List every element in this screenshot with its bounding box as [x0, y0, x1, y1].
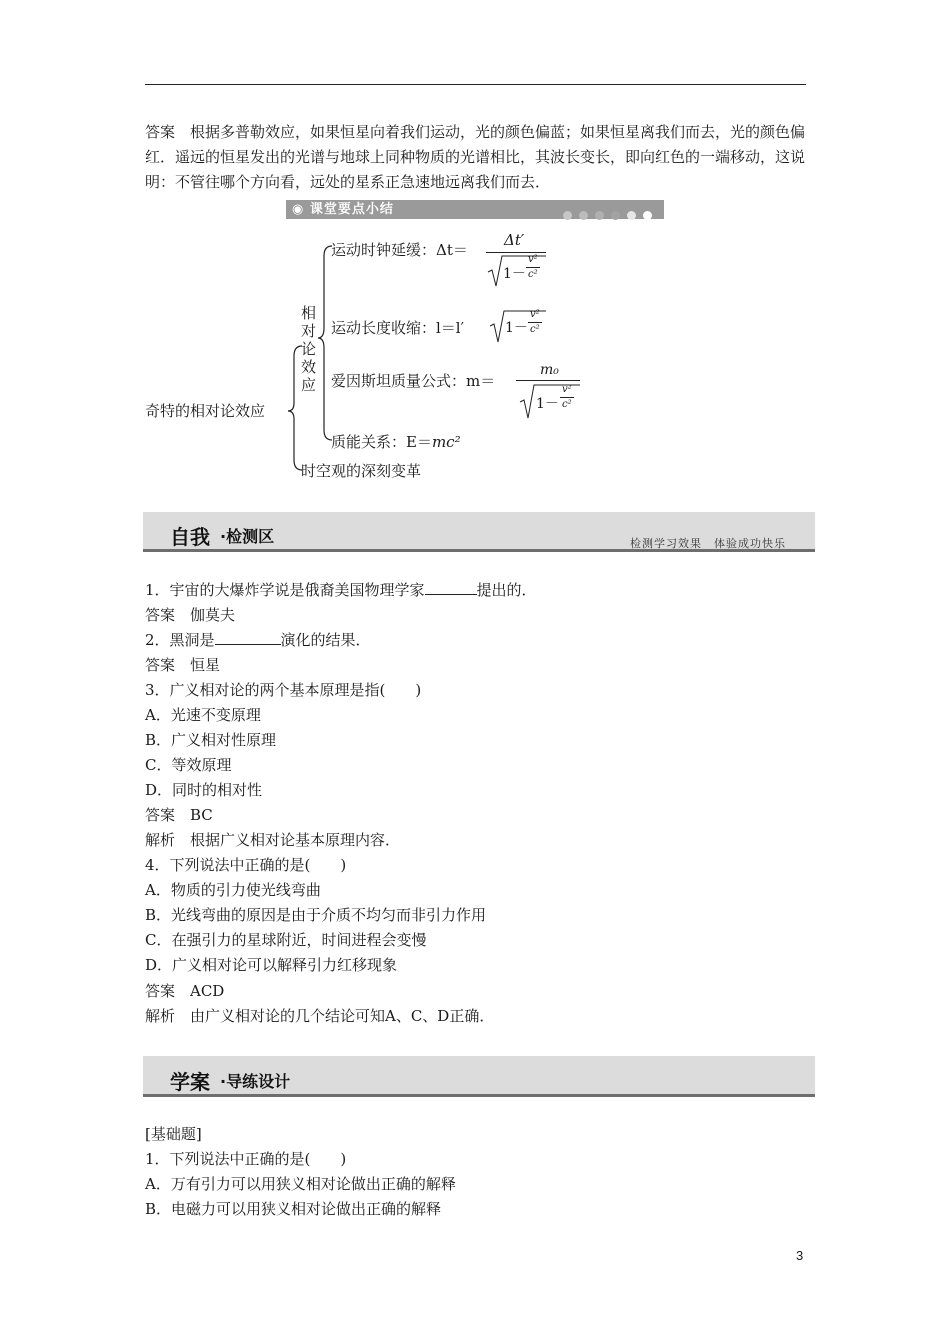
summary-dot: [595, 211, 604, 220]
mass-formula: [516, 360, 582, 422]
question-4-option-d: D．广义相对论可以解释引力红移现象: [145, 956, 398, 974]
radical-bar: [528, 322, 542, 323]
question-1-stem-end: 提出的．: [476, 581, 537, 599]
question-1-answer: 答案 伽莫夫: [145, 606, 236, 624]
mindmap-root: 奇特的相对论效应: [145, 402, 266, 420]
question-3-option-d: D．同时的相对性: [145, 781, 263, 799]
question-4-analysis: 解析 由广义相对论的几个结论可知A、C、D正确．: [145, 1007, 495, 1025]
mass-energy-formula: mc²: [431, 433, 461, 451]
mass-formula-label: 爱因斯坦质量公式：m＝: [331, 372, 496, 390]
radical-den: c²: [562, 399, 572, 410]
basic-question-1-option-a: A．万有引力可以用狭义相对论做出正确的解释: [145, 1175, 456, 1193]
intro-answer-text: 根据多普勒效应，如果恒星向着我们运动，光的颜色偏蓝；如果恒星离我们而去，光的颜色偏红．遥远的恒星发出的光谱与地球上同种物质的光谱相比，其波长变长，即向红色的一端移动，这说明：不管往哪个方向看，远处的星系正急速地远离我们而去．: [145, 123, 806, 191]
length-contraction-formula: [488, 308, 550, 348]
header-rule: [145, 84, 806, 85]
outer-brace: [288, 346, 302, 470]
question-3-stem: 3．广义相对论的两个基本原理是指( ): [145, 681, 422, 699]
section-title: 学案: [170, 1070, 210, 1094]
radical-one: 1－: [536, 396, 559, 412]
radical-den: c²: [530, 324, 540, 335]
summary-dot: [611, 211, 620, 220]
question-3-answer: 答案 BC: [145, 806, 213, 824]
question-3-option-c: C．等效原理: [145, 756, 232, 774]
mindmap-group-label: 相对论效应: [301, 304, 317, 394]
mass-numerator: m₀: [540, 362, 559, 378]
question-2: [145, 628, 371, 653]
question-1-stem: 1．宇宙的大爆炸学说是俄裔美国物理学家: [145, 581, 425, 599]
radical-one: 1－: [503, 266, 526, 282]
time-dilation-label: 运动时钟延缓：Δt＝: [331, 241, 468, 259]
inner-brace: [318, 246, 332, 440]
question-3-option-b: B．广义相对性原理: [145, 731, 277, 749]
question-2-answer: 答案 恒星: [145, 656, 221, 674]
radical-num: v²: [530, 309, 540, 320]
summary-dot: [579, 211, 588, 220]
radical-num: v²: [562, 384, 572, 395]
fraction-bar: [486, 252, 546, 253]
spacetime-change: 时空观的深刻变革: [301, 462, 422, 480]
section-subtitle: ·导练设计: [220, 1072, 291, 1091]
answer-blank: [215, 630, 281, 645]
time-dilation-formula: [486, 230, 548, 290]
question-2-stem-end: 演化的结果．: [280, 631, 371, 649]
section-slogan: 检测学习效果 体验成功快乐: [630, 537, 786, 550]
section-title: 自我: [170, 525, 210, 549]
basic-question-1-stem: 1．下列说法中正确的是( ): [145, 1150, 347, 1168]
summary-banner: [286, 200, 664, 219]
radical-num: v²: [528, 254, 538, 265]
basic-question-1-option-b: B．电磁力可以用狭义相对论做出正确的解释: [145, 1200, 442, 1218]
radical-bar: [526, 267, 540, 268]
question-4-option-c: C．在强引力的星球附近，时间进程会变慢: [145, 931, 427, 949]
answer-blank: [425, 580, 477, 595]
summary-dots: [556, 205, 652, 214]
question-4-option-a: A．物质的引力使光线弯曲: [145, 881, 321, 899]
mass-energy-relation: [331, 432, 461, 452]
radical-one: 1－: [505, 320, 528, 336]
question-4-option-b: B．光线弯曲的原因是由于介质不均匀而非引力作用: [145, 906, 487, 924]
section-header-rule: [143, 1094, 815, 1097]
radical-den: c²: [528, 269, 538, 280]
radical-bar: [560, 397, 574, 398]
intro-answer-paragraph: [145, 120, 810, 195]
summary-title: ◉ 课堂要点小结: [292, 202, 394, 217]
question-3-analysis: 解析 根据广义相对论基本原理内容．: [145, 831, 401, 849]
question-3-option-a: A．光速不变原理: [145, 706, 261, 724]
summary-dot: [563, 211, 572, 220]
length-contraction-label: 运动长度收缩：l＝l′: [331, 319, 465, 337]
section-subtitle: ·检测区: [220, 527, 275, 546]
page-number: 3: [796, 1248, 804, 1263]
question-4-answer: 答案 ACD: [145, 982, 225, 1000]
fraction-bar: [516, 380, 580, 381]
intro-answer-label: 答案: [145, 123, 176, 141]
question-2-stem: 2．黑洞是: [145, 631, 215, 649]
summary-dot: [643, 211, 652, 220]
question-4-stem: 4．下列说法中正确的是( ): [145, 856, 347, 874]
basic-question-label: [基础题]: [145, 1125, 202, 1143]
time-numerator: Δt′: [504, 231, 525, 249]
mass-energy-label: 质能关系：E＝: [331, 433, 432, 451]
summary-dot: [627, 211, 636, 220]
question-1: [145, 578, 537, 603]
